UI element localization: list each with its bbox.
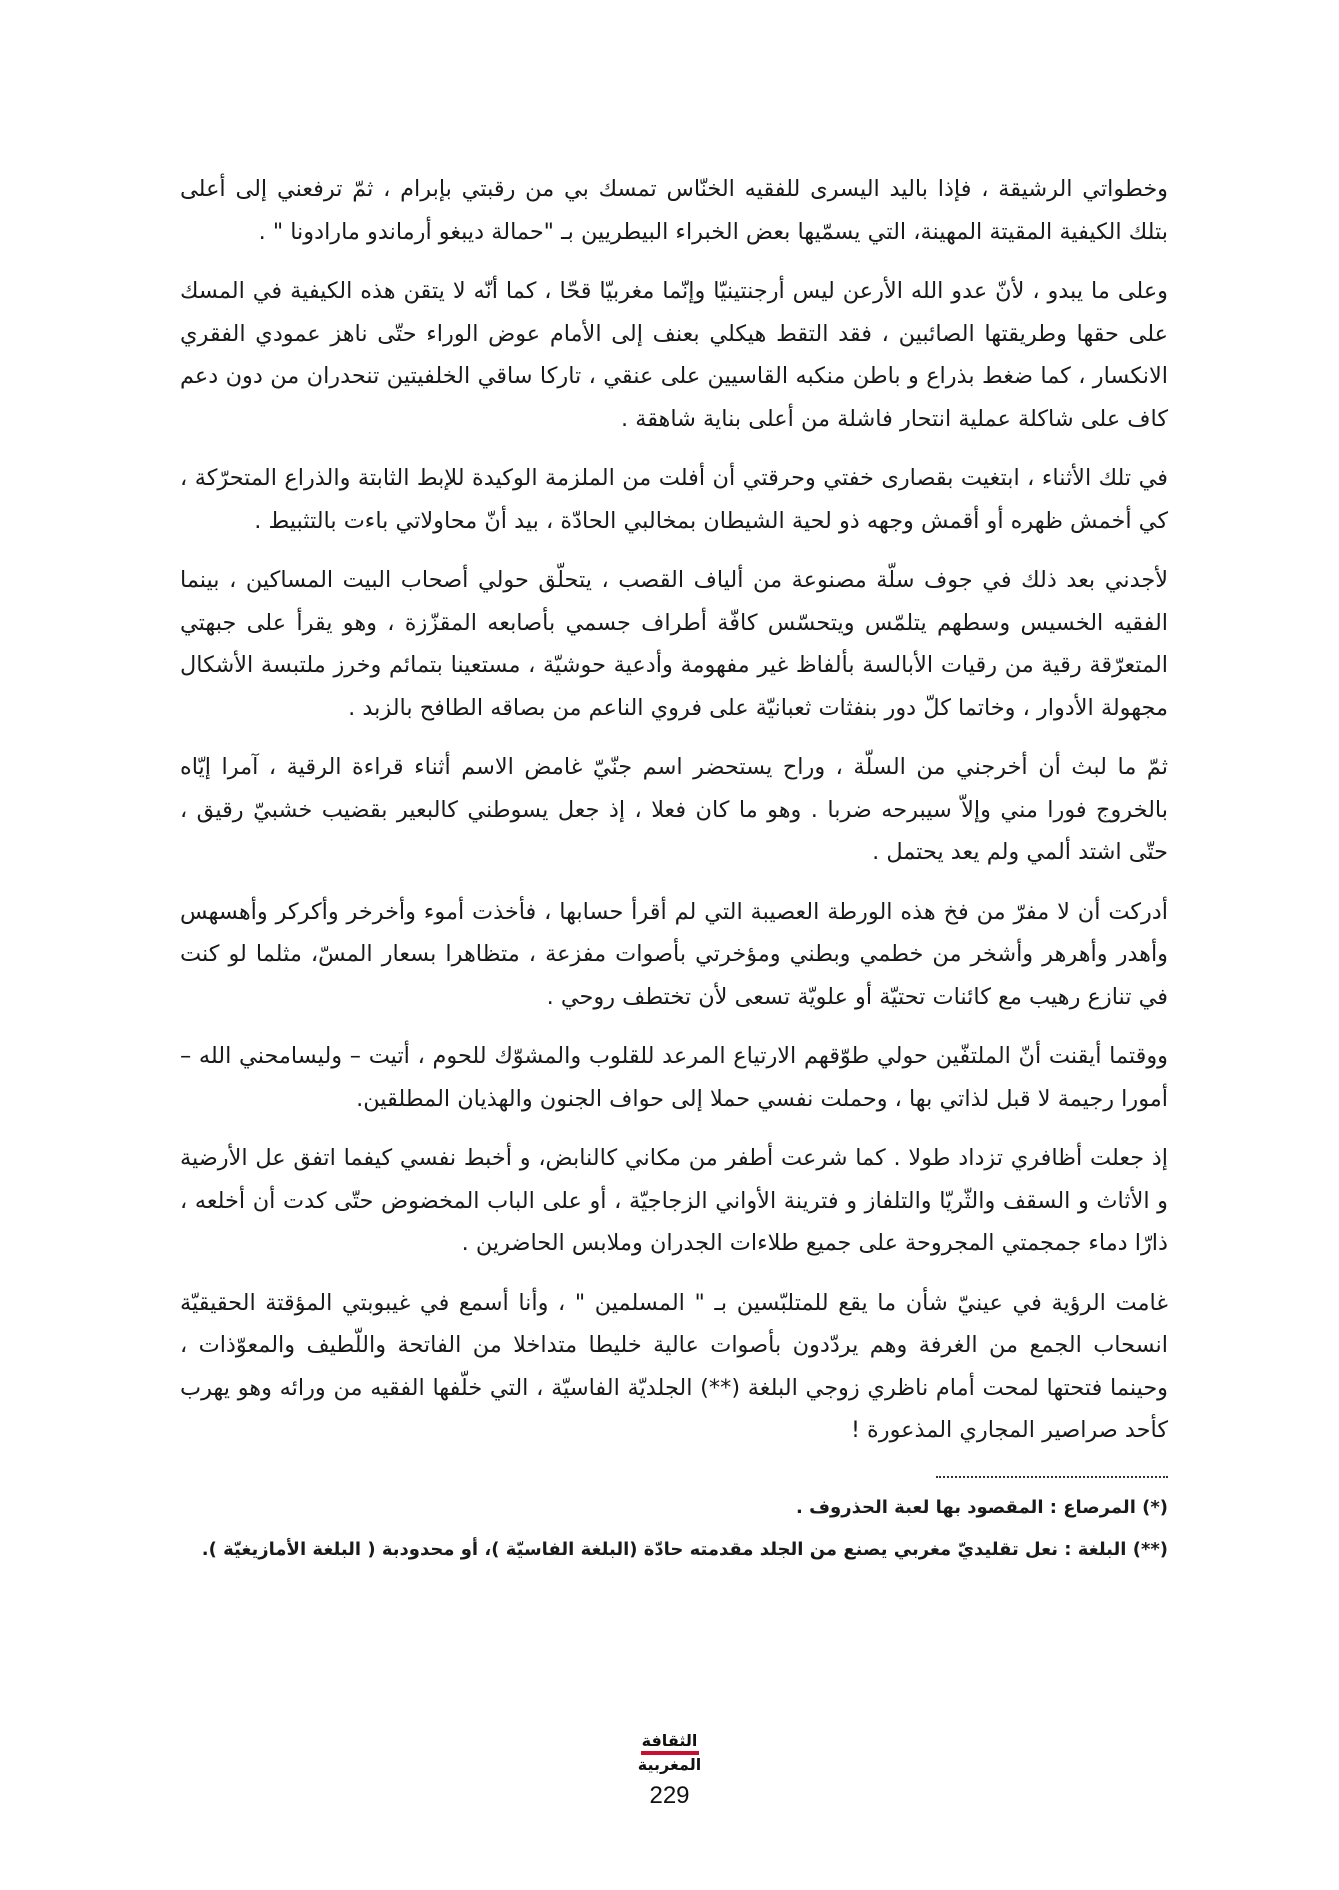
magazine-logo (637, 1732, 703, 1778)
paragraph: إذ جعلت أظافري تزداد طولا . كما شرعت أطفر من مكاني كالنابض، و أخبط نفسي كيفما اتفق عل الأرضية و الأثاث و السقف والثّريّا والتلفاز و فترينة الأواني الزجاجيّة ، أو على الباب المخضوض حتّى كدت أن أخلعه ، ذارّا دماء جمجمتي المجروحة على جميع طلاءات الجدران وملابس الحاضرين . (180, 1145, 1168, 1256)
footnote: (*) المرصاع : المقصود بها لعبة الحذروف . (796, 1496, 1168, 1518)
footnote-divider (936, 1476, 1168, 1478)
paragraph: وعلى ما يبدو ، لأنّ عدو الله الأرعن ليس أرجنتينيّا وإنّما مغربيّا قحّا ، كما أنّه لا يتقن هذه الكيفية في المسك على حقها وطريقتها الصائبين ، فقد التقط هيكلي بعنف إلى الأمام عوض الوراء حتّى ناهز عمودي الفقري الانكسار ، كما ضغط بذراع و باطن منكبه القاسيين على عنقي ، تاركا ساقي الخلفيتين تنحدران من دون دعم كاف على شاكلة عملية انتحار فاشلة من أعلى بناية شاهقة . (180, 278, 1168, 432)
page-footer (0, 1732, 1339, 1810)
paragraph: غامت الرؤية في عينيّ شأن ما يقع للمتلبّسين بـ " المسلمين " ، وأنا أسمع في غيبوبتي المؤقتة الحقيقيّة انسحاب الجمع من الغرفة وهم يردّدون بأصوات عالية خليطا متداخلا من الفاتحة واللّطيف والمعوّذات ، وحينما فتحتها لمحت أمام ناظري زوجي البلغة (**) الجلديّة الفاسيّة ، التي خلّفها الفقيه من ورائه وهو يهرب كأحد صراصير المجاري المذعورة ! (180, 1289, 1168, 1443)
page-body (180, 168, 1168, 1576)
paragraph: أدركت أن لا مفرّ من فخ هذه الورطة العصيبة التي لم أقرأ حسابها ، فأخذت أموء وأخرخر وأكركر وأهسهس وأهدر وأهرهر وأشخر من خطمي وبطني ومؤخرتي بأصوات مفزعة ، متظاهرا بسعار المسّ، مثلما لو كنت في تنازع رهيب مع كائنات تحتيّة أو علويّة تسعى لأن تختطف روحي . (180, 898, 1168, 1010)
paragraph: ووقتما أيقنت أنّ الملتفّين حولي طوّقهم الارتياع المرعد للقلوب والمشوّك للحوم ، أتيت – وليسامحني الله – أمورا رجيمة لا قبل لذاتي بها ، وحملت نفسي حملا إلى حواف الجنون والهذيان المطلقين. (180, 1043, 1168, 1112)
logo-line-1: الثقافة (641, 1731, 698, 1750)
paragraph: لأجدني بعد ذلك في جوف سلّة مصنوعة من ألياف القصب ، يتحلّق حولي أصحاب البيت المساكين ، بينما الفقيه الخسيس وسطهم يتلمّس ويتحسّس كافّة أطراف جسمي بأصابعه المقزّزة ، وهو يقرأ على جبهتي المتعرّقة رقية من رقيات الأبالسة بألفاظ غير مفهومة وأدعية حوشيّة ، مستعينا بتمائم وخرز ملتبسة الأشكال مجهولة الأدوار ، وخاتما كلّ دور بنفثات ثعبانيّة على فروي الناعم من بصاقه الطافح بالزبد . (180, 567, 1168, 721)
paragraph: ثمّ ما لبث أن أخرجني من السلّة ، وراح يستحضر اسم جنّيّ غامض الاسم أثناء قراءة الرقية ، آمرا إيّاه بالخروج فورا مني وإلاّ سيبرحه ضربا . وهو ما كان فعلا ، إذ جعل يسوطني كالبعير بقضيب خشبيّ رقيق ، حتّى اشتد ألمي ولم يعد يحتمل . (180, 754, 1168, 865)
logo-line-2: المغربية (637, 1755, 702, 1774)
paragraph: في تلك الأثناء ، ابتغيت بقصارى خفتي وحرقتي أن أفلت من الملزمة الوكيدة للإبط الثابتة والذراع المتحرّكة ، كي أخمش ظهره أو أقمش وجهه ذو لحية الشيطان بمخالبي الحادّة ، بيد أنّ محاولاتي باءت بالتثبيط . (180, 465, 1168, 534)
footnote: (**) البلغة : نعل تقليديّ مغربي يصنع من الجلد مقدمته حادّة (البلغة الفاسيّة )، أو محدودبة ( البلغة الأمازيغيّة ). (201, 1538, 1168, 1560)
paragraph: وخطواتي الرشيقة ، فإذا باليد اليسرى للفقيه الخنّاس تمسك بي من رقبتي بإبرام ، ثمّ ترفعني إلى أعلى بتلك الكيفية المقيتة المهينة، التي يسمّيها بعض الخبراء البيطريين بـ "حمالة ديبغو أرماندو مارادونا " . (180, 176, 1168, 245)
page-number: 229 (649, 1782, 690, 1809)
